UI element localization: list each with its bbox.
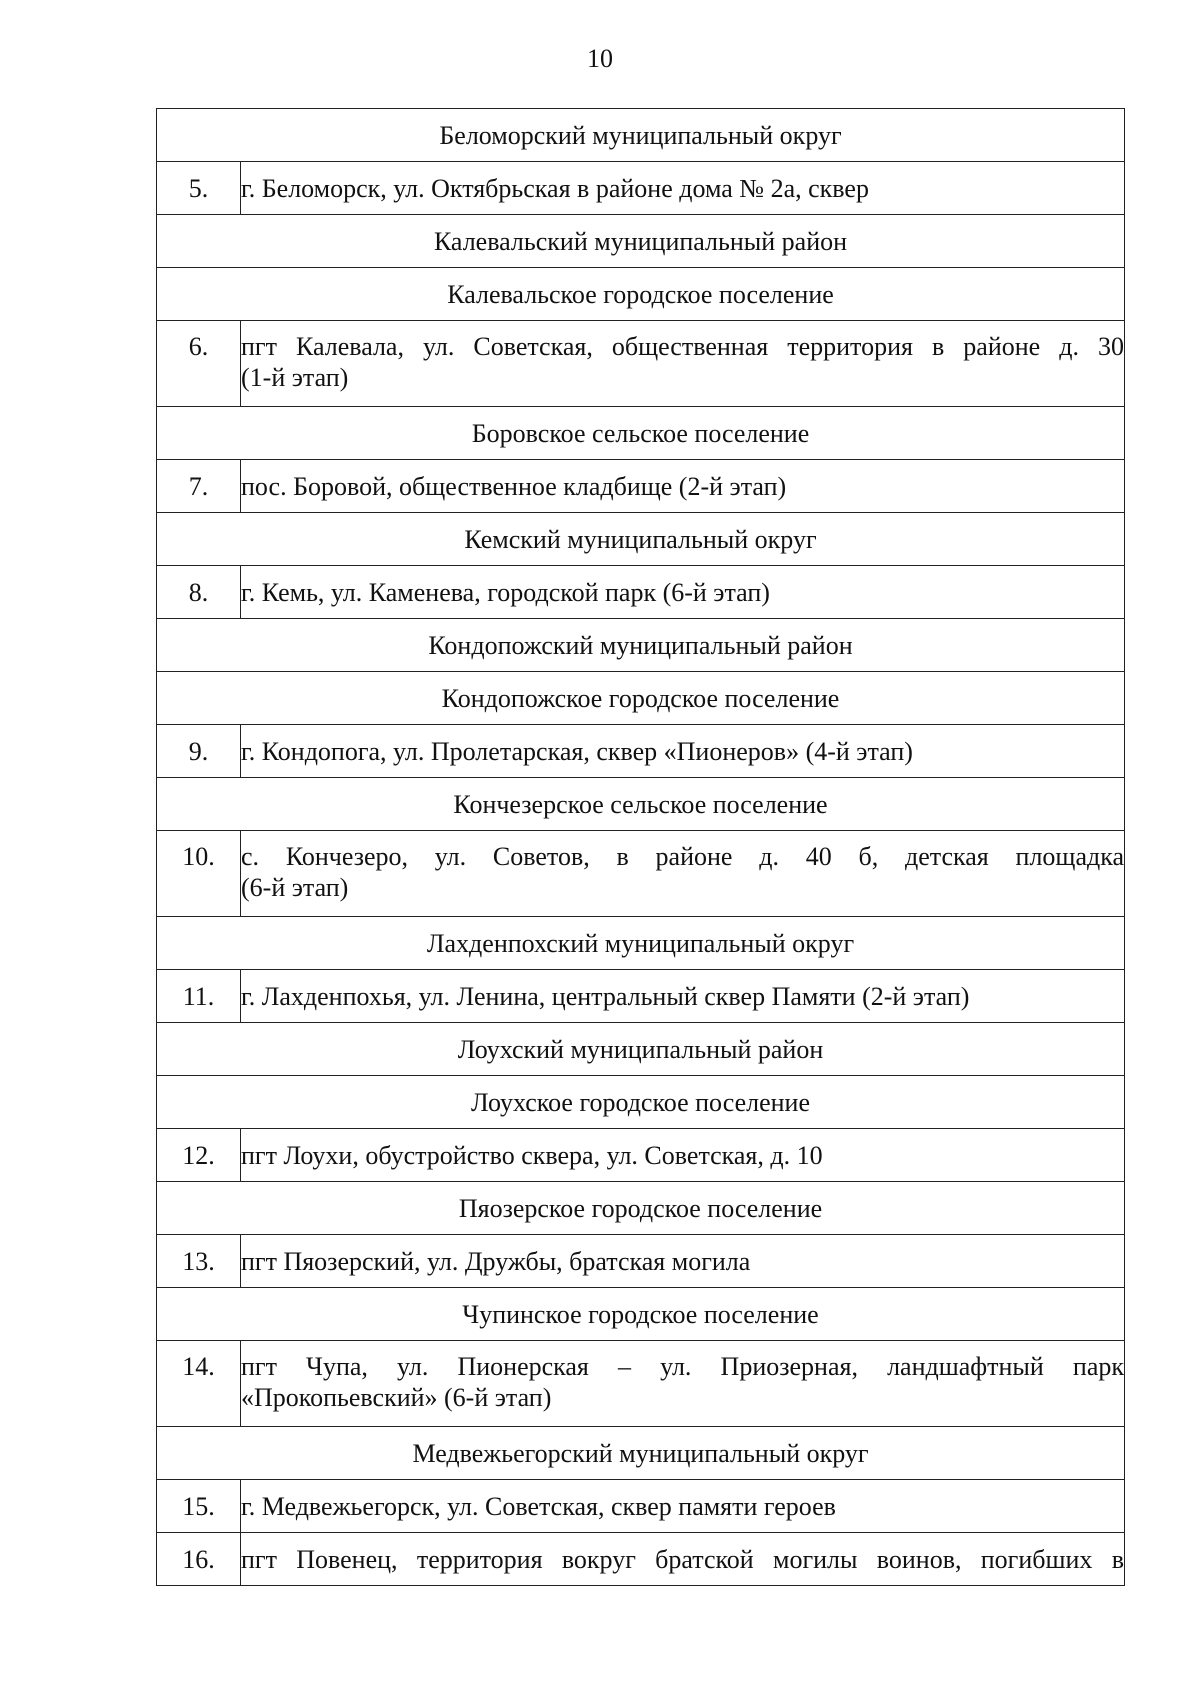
row-number: 13. <box>157 1235 241 1288</box>
row-description <box>241 321 1125 407</box>
section-title: Калевальское городское поселение <box>157 268 1125 321</box>
row-description: г. Кемь, ул. Каменева, городской парк (6-й этап) <box>241 566 1125 619</box>
section-row <box>157 1288 1125 1341</box>
section-row <box>157 215 1125 268</box>
section-title: Беломорский муниципальный округ <box>157 109 1125 162</box>
section-row <box>157 1427 1125 1480</box>
section-title: Лоухский муниципальный район <box>157 1023 1125 1076</box>
table-row <box>157 321 1125 407</box>
row-number: 5. <box>157 162 241 215</box>
row-number: 12. <box>157 1129 241 1182</box>
row-number: 7. <box>157 460 241 513</box>
section-row <box>157 1023 1125 1076</box>
row-description <box>241 831 1125 917</box>
table-row <box>157 1533 1125 1586</box>
row-description-body <box>241 831 1124 903</box>
row-description-line: (1-й этап) <box>241 363 349 392</box>
section-title: Калевальский муниципальный район <box>157 215 1125 268</box>
row-description-body <box>241 321 1124 393</box>
section-row <box>157 1182 1125 1235</box>
section-row <box>157 1076 1125 1129</box>
row-description-line: пгт Повенец, территория вокруг братской могилы воинов, погибших в <box>241 1544 1124 1574</box>
row-number-text: 10. <box>182 842 215 871</box>
section-title: Кемский муниципальный округ <box>157 513 1125 566</box>
section-title: Кондопожское городское поселение <box>157 672 1125 725</box>
section-row <box>157 513 1125 566</box>
table-row <box>157 460 1125 513</box>
table-row <box>157 566 1125 619</box>
section-row <box>157 109 1125 162</box>
section-row <box>157 778 1125 831</box>
table-row <box>157 831 1125 917</box>
row-number <box>157 1341 241 1427</box>
row-number-text: 14. <box>182 1352 215 1381</box>
section-row <box>157 917 1125 970</box>
row-description-line: пгт Калевала, ул. Советская, общественная территория в районе д. 30 <box>241 332 1124 361</box>
row-number: 9. <box>157 725 241 778</box>
section-row <box>157 672 1125 725</box>
section-title: Лоухское городское поселение <box>157 1076 1125 1129</box>
table-row <box>157 1129 1125 1182</box>
row-description: пгт Лоухи, обустройство сквера, ул. Советская, д. 10 <box>241 1129 1125 1182</box>
section-row <box>157 407 1125 460</box>
table-row <box>157 970 1125 1023</box>
row-number: 15. <box>157 1480 241 1533</box>
section-title: Боровское сельское поселение <box>157 407 1125 460</box>
row-description: г. Лахденпохья, ул. Ленина, центральный сквер Памяти (2-й этап) <box>241 970 1125 1023</box>
section-title: Кондопожский муниципальный район <box>157 619 1125 672</box>
row-number: 11. <box>157 970 241 1023</box>
row-number: 16. <box>157 1533 241 1586</box>
row-description-line: пгт Чупа, ул. Пионерская – ул. Приозерная, ландшафтный парк <box>241 1352 1124 1381</box>
row-description: г. Кондопога, ул. Пролетарская, сквер «Пионеров» (4-й этап) <box>241 725 1125 778</box>
section-row <box>157 268 1125 321</box>
row-description: г. Медвежьегорск, ул. Советская, сквер памяти героев <box>241 1480 1125 1533</box>
row-description: г. Беломорск, ул. Октябрьская в районе дома № 2а, сквер <box>241 162 1125 215</box>
row-description: пос. Боровой, общественное кладбище (2-й этап) <box>241 460 1125 513</box>
section-title: Лахденпохский муниципальный округ <box>157 917 1125 970</box>
section-title: Пяозерское городское поселение <box>157 1182 1125 1235</box>
table-row <box>157 1480 1125 1533</box>
row-description <box>241 1533 1125 1586</box>
row-number-text: 6. <box>188 332 209 361</box>
row-description-line: «Прокопьевский» (6-й этап) <box>241 1383 552 1412</box>
section-title: Чупинское городское поселение <box>157 1288 1125 1341</box>
page-number: 10 <box>587 44 613 73</box>
table-row <box>157 1341 1125 1427</box>
row-description-body <box>241 1341 1124 1413</box>
row-description: пгт Пяозерский, ул. Дружбы, братская могила <box>241 1235 1125 1288</box>
row-number <box>157 831 241 917</box>
section-title: Кончезерское сельское поселение <box>157 778 1125 831</box>
table-row <box>157 1235 1125 1288</box>
row-description <box>241 1341 1125 1427</box>
row-number <box>157 321 241 407</box>
row-number: 8. <box>157 566 241 619</box>
row-description-line: с. Кончезеро, ул. Советов, в районе д. 40 б, детская площадка <box>241 842 1124 871</box>
table-row <box>157 725 1125 778</box>
table-row <box>157 162 1125 215</box>
section-title: Медвежьегорский муниципальный округ <box>157 1427 1125 1480</box>
row-description-line: (6-й этап) <box>241 873 349 902</box>
territories-table <box>156 108 1125 1586</box>
section-row <box>157 619 1125 672</box>
